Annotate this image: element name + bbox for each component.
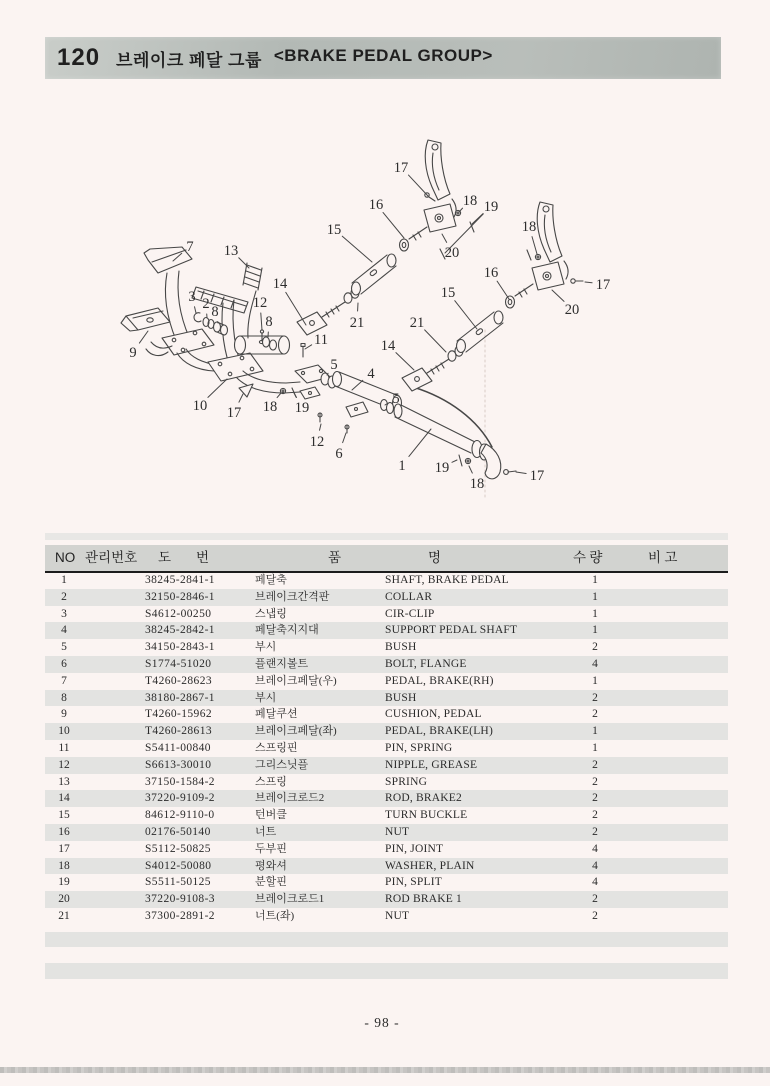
cell-rem [613, 656, 728, 673]
table-row [45, 706, 728, 723]
cell-no: 16 [58, 825, 70, 838]
callout-7: 7 [186, 239, 194, 255]
exploded-diagram-svg [100, 120, 740, 510]
cell-ko: 스프링 [255, 775, 287, 788]
cell-en: COLLAR [385, 590, 433, 603]
cell-en: PIN, SPLIT [385, 876, 442, 889]
cell-mgmt [83, 572, 141, 589]
cell-part: 37300-2891-2 [145, 909, 215, 922]
table-row [45, 908, 728, 925]
cell-part: 34150-2843-1 [145, 641, 215, 654]
cell-ko: 너트 [255, 825, 277, 838]
cell-ko: 페달쿠션 [255, 708, 298, 721]
callout-leader [320, 424, 321, 430]
cell-ko: 플랜지볼트 [255, 657, 309, 670]
table-row [45, 589, 728, 606]
col-header-quantity: 수 량 [573, 550, 603, 565]
cell-mgmt [83, 606, 141, 623]
cell-no: 12 [58, 758, 70, 771]
cell-mgmt [83, 790, 141, 807]
callout-leader [239, 394, 243, 402]
cell-no: 10 [58, 725, 70, 738]
callout-18: 18 [469, 476, 485, 492]
cell-rem [613, 891, 728, 908]
callout-20: 20 [564, 302, 580, 318]
cell-part: S1774-51020 [145, 657, 212, 670]
cell-en: CUSHION, PEDAL [385, 708, 482, 721]
cell-en: SUPPORT PEDAL SHAFT [385, 624, 518, 637]
callout-3: 3 [188, 289, 196, 305]
col-header-remark: 비 고 [648, 550, 678, 565]
exploded-diagram [100, 120, 740, 510]
cell-part: T4260-28623 [145, 674, 213, 687]
cell-mgmt [83, 639, 141, 656]
cell-no: 8 [61, 691, 67, 704]
cell-no: 9 [61, 708, 67, 721]
cell-part: S4012-50080 [145, 859, 212, 872]
cell-ko: 턴버클 [255, 809, 287, 822]
col-header-mgmt-number: 관리번호 [85, 550, 138, 565]
table-row [45, 673, 728, 690]
callout-leader [277, 393, 281, 398]
cell-no: 2 [61, 590, 67, 603]
callout-13: 13 [223, 243, 239, 259]
cell-mgmt [83, 774, 141, 791]
callout-leader [286, 292, 306, 325]
cell-ko: 페달축 [255, 574, 287, 586]
callout-leader [497, 281, 509, 299]
section-title-english: <BRAKE PEDAL GROUP> [273, 45, 493, 65]
cell-en: NUT [385, 909, 410, 922]
cell-qty: 4 [592, 657, 598, 670]
cell-rem [613, 908, 728, 925]
callout-leader [442, 234, 447, 242]
callout-9: 9 [129, 345, 137, 361]
callout-leader [585, 282, 592, 283]
cell-mgmt [83, 824, 141, 841]
callout-10: 10 [192, 398, 208, 414]
callout-leader [383, 212, 404, 238]
cell-no: 20 [58, 893, 70, 906]
cell-rem [613, 572, 728, 589]
table-row [45, 572, 728, 589]
cell-ko: 평와셔 [255, 859, 287, 872]
cell-part: 32150-2846-1 [145, 590, 215, 603]
callout-17: 17 [393, 160, 409, 176]
empty-row-band [45, 932, 728, 947]
cell-qty: 1 [592, 590, 598, 603]
callout-leader [425, 330, 446, 352]
cell-en: PEDAL, BRAKE(RH) [385, 674, 494, 687]
cell-rem [613, 723, 728, 740]
cell-ko: 브레이크간격판 [255, 590, 330, 603]
callout-5: 5 [392, 391, 400, 407]
cell-qty: 2 [592, 909, 598, 922]
callout-20: 20 [444, 245, 460, 261]
cell-en: BUSH [385, 691, 417, 704]
cell-rem [613, 622, 728, 639]
cell-qty: 1 [592, 741, 598, 754]
cell-qty: 2 [592, 691, 598, 704]
cell-mgmt [83, 723, 141, 740]
cell-part: 38180-2867-1 [145, 691, 215, 704]
cell-en: ROD BRAKE 1 [385, 893, 462, 906]
cell-mgmt [83, 706, 141, 723]
table-row [45, 622, 728, 639]
section-number: 120 [57, 44, 101, 71]
cell-mgmt [83, 740, 141, 757]
callout-19: 19 [434, 460, 450, 476]
cell-qty: 2 [592, 825, 598, 838]
table-row [45, 841, 728, 858]
callout-15: 15 [326, 222, 342, 238]
cell-ko: 부시 [255, 641, 277, 654]
cell-qty: 1 [592, 607, 598, 620]
cell-rem [613, 790, 728, 807]
col-header-no: NO [55, 550, 76, 565]
cell-en: PIN, SPRING [385, 741, 453, 754]
callout-leader [139, 331, 148, 343]
cell-qty: 4 [592, 876, 598, 889]
callout-leader [469, 466, 472, 473]
callout-leader [396, 353, 414, 370]
cell-qty: 2 [592, 708, 598, 721]
callout-2: 2 [202, 296, 210, 312]
brake-pedal-shaft [394, 387, 516, 479]
callout-leader [261, 313, 262, 330]
cell-no: 1 [61, 574, 67, 586]
cell-no: 5 [61, 641, 67, 654]
callout-6: 6 [335, 446, 343, 462]
cell-ko: 페달축지지대 [255, 624, 319, 637]
table-row [45, 807, 728, 824]
callout-8: 8 [265, 314, 273, 330]
cell-en: BOLT, FLANGE [385, 657, 467, 670]
cell-mgmt [83, 656, 141, 673]
callout-leader [343, 433, 346, 443]
cell-mgmt [83, 757, 141, 774]
cell-part: 38245-2841-1 [145, 574, 215, 586]
empty-row-band [45, 963, 728, 979]
table-row [45, 774, 728, 791]
callout-11: 11 [314, 332, 328, 348]
cell-ko: 두부핀 [255, 842, 287, 855]
table-row [45, 790, 728, 807]
callout-18: 18 [262, 399, 278, 415]
cell-rem [613, 858, 728, 875]
table-top-strip [45, 533, 728, 540]
cell-part: S4612-00250 [145, 607, 212, 620]
cell-en: NIPPLE, GREASE [385, 758, 478, 771]
cell-mgmt [83, 622, 141, 639]
cell-en: CIR-CLIP [385, 607, 435, 620]
cell-ko: 그리스닛플 [255, 758, 309, 771]
cell-part: T4260-28613 [145, 725, 213, 738]
cell-rem [613, 589, 728, 606]
table-row [45, 639, 728, 656]
cell-mgmt [83, 874, 141, 891]
cell-en: NUT [385, 825, 410, 838]
cell-en: SHAFT, BRAKE PEDAL [385, 574, 509, 586]
cell-rem [613, 740, 728, 757]
cell-en: PEDAL, BRAKE(LH) [385, 725, 493, 738]
col-header-drawing-number-1: 도 [158, 550, 172, 565]
cell-mgmt [83, 891, 141, 908]
cell-no: 6 [61, 657, 67, 670]
callout-leader [552, 290, 564, 301]
table-row [45, 858, 728, 875]
cell-no: 7 [61, 674, 67, 687]
cell-mgmt [83, 908, 141, 925]
cell-no: 17 [58, 842, 70, 855]
callout-5: 5 [330, 357, 338, 373]
callout-leader [452, 460, 457, 462]
table-row [45, 740, 728, 757]
table-row [45, 757, 728, 774]
section-header [45, 37, 721, 79]
cell-en: WASHER, PLAIN [385, 859, 475, 872]
cell-part: 84612-9110-0 [145, 809, 215, 822]
callout-leader [305, 345, 312, 349]
callout-leader [532, 237, 537, 254]
cell-rem [613, 774, 728, 791]
rod-assembly-front [297, 140, 474, 335]
table-row [45, 874, 728, 891]
table-row [45, 891, 728, 908]
cell-no: 15 [58, 809, 70, 822]
cell-mgmt [83, 690, 141, 707]
callout-12: 12 [309, 434, 325, 450]
callout-15: 15 [440, 285, 456, 301]
cell-no: 18 [58, 859, 70, 872]
cell-rem [613, 757, 728, 774]
callout-leader [472, 214, 483, 224]
cell-ko: 브레이크로드2 [255, 792, 325, 805]
callout-1: 1 [398, 458, 406, 474]
cell-ko: 브레이크페달(우) [255, 674, 337, 687]
callout-14: 14 [380, 338, 396, 354]
callout-leader [294, 393, 297, 397]
cell-qty: 1 [592, 624, 598, 637]
cell-ko: 브레이크로드1 [255, 893, 325, 906]
cell-rem [613, 874, 728, 891]
callout-leader [342, 236, 372, 262]
callout-4: 4 [367, 366, 375, 382]
table-row [45, 606, 728, 623]
page-bottom-edge [0, 1067, 770, 1073]
callout-18: 18 [521, 219, 537, 235]
table-row [45, 656, 728, 673]
callout-19: 19 [483, 199, 499, 215]
cell-mgmt [83, 673, 141, 690]
cell-qty: 2 [592, 792, 598, 805]
table-row [45, 723, 728, 740]
table-row [45, 824, 728, 841]
cell-ko: 부시 [255, 691, 277, 704]
callout-17: 17 [226, 405, 242, 421]
cell-rem [613, 606, 728, 623]
cell-ko: 분할핀 [255, 876, 287, 889]
table-row [45, 690, 728, 707]
cell-part: 37220-9109-2 [145, 792, 215, 805]
callout-16: 16 [368, 197, 384, 213]
cell-qty: 2 [592, 641, 598, 654]
page-number: - 98 - [364, 1015, 400, 1030]
callout-leader [195, 307, 196, 313]
cell-ko: 스냅링 [255, 607, 287, 620]
cell-rem [613, 841, 728, 858]
cell-en: BUSH [385, 641, 417, 654]
cell-no: 21 [58, 909, 70, 922]
cell-en: PIN, JOINT [385, 842, 444, 855]
table-header-row [45, 545, 728, 571]
cell-qty: 2 [592, 775, 598, 788]
cell-no: 14 [58, 792, 70, 805]
cell-ko: 스프링핀 [255, 741, 298, 754]
cell-no: 19 [58, 876, 70, 889]
cell-en: ROD, BRAKE2 [385, 792, 462, 805]
pedal-cushion-bracket [121, 308, 170, 331]
cell-rem [613, 639, 728, 656]
cell-qty: 2 [592, 893, 598, 906]
cell-qty: 1 [592, 725, 598, 738]
cell-part: 37220-9108-3 [145, 893, 215, 906]
cell-no: 11 [58, 741, 70, 754]
cell-part: 38245-2842-1 [145, 624, 215, 637]
callout-leader [516, 472, 526, 473]
cell-en: SPRING [385, 775, 428, 788]
callout-leader [352, 380, 363, 390]
cell-part: S5112-50825 [145, 842, 211, 855]
cell-part: S5411-00840 [145, 741, 211, 754]
section-title [116, 46, 493, 71]
col-header-part-name-1: 품 [328, 550, 342, 565]
cell-qty: 4 [592, 842, 598, 855]
cell-rem [613, 824, 728, 841]
cell-rem [613, 673, 728, 690]
cell-qty: 4 [592, 859, 598, 872]
col-header-part-name-2: 명 [428, 550, 442, 565]
cell-rem [613, 706, 728, 723]
cell-qty: 1 [592, 674, 598, 687]
cell-no: 4 [61, 624, 67, 637]
callout-14: 14 [272, 276, 288, 292]
cell-mgmt [83, 841, 141, 858]
cell-mgmt [83, 807, 141, 824]
callout-17: 17 [529, 468, 545, 484]
cell-ko: 브레이크페달(좌) [255, 725, 337, 738]
cell-part: 02176-50140 [145, 825, 211, 838]
cell-part: S6613-30010 [145, 758, 212, 771]
cell-part: T4260-15962 [145, 708, 213, 721]
callout-leader [208, 379, 227, 397]
callout-leader [408, 175, 428, 196]
cell-no: 3 [61, 607, 67, 620]
cell-mgmt [83, 858, 141, 875]
cell-no: 13 [58, 775, 70, 788]
mid-fasteners [239, 384, 296, 397]
cell-qty: 2 [592, 758, 598, 771]
callout-leader [409, 429, 431, 456]
cell-part: 37150-1584-2 [145, 775, 215, 788]
section-title-korean: 브레이크 페달 그룹 [116, 50, 262, 70]
callout-leader [455, 301, 477, 329]
cell-qty: 1 [592, 574, 598, 586]
callout-21: 21 [409, 315, 425, 331]
callout-18: 18 [462, 193, 478, 209]
table-body [45, 572, 728, 925]
callout-17: 17 [595, 277, 611, 293]
cell-qty: 2 [592, 809, 598, 822]
cell-rem [613, 807, 728, 824]
cell-en: TURN BUCKLE [385, 809, 468, 822]
cell-mgmt [83, 589, 141, 606]
cell-ko: 너트(좌) [255, 909, 295, 922]
callout-12: 12 [252, 295, 268, 311]
cell-part: S5511-50125 [145, 876, 211, 889]
col-header-drawing-number-2: 번 [196, 550, 210, 565]
callout-19: 19 [294, 400, 310, 416]
callout-21: 21 [349, 315, 365, 331]
cell-rem [613, 690, 728, 707]
callout-16: 16 [483, 265, 499, 281]
callout-8: 8 [211, 304, 219, 320]
